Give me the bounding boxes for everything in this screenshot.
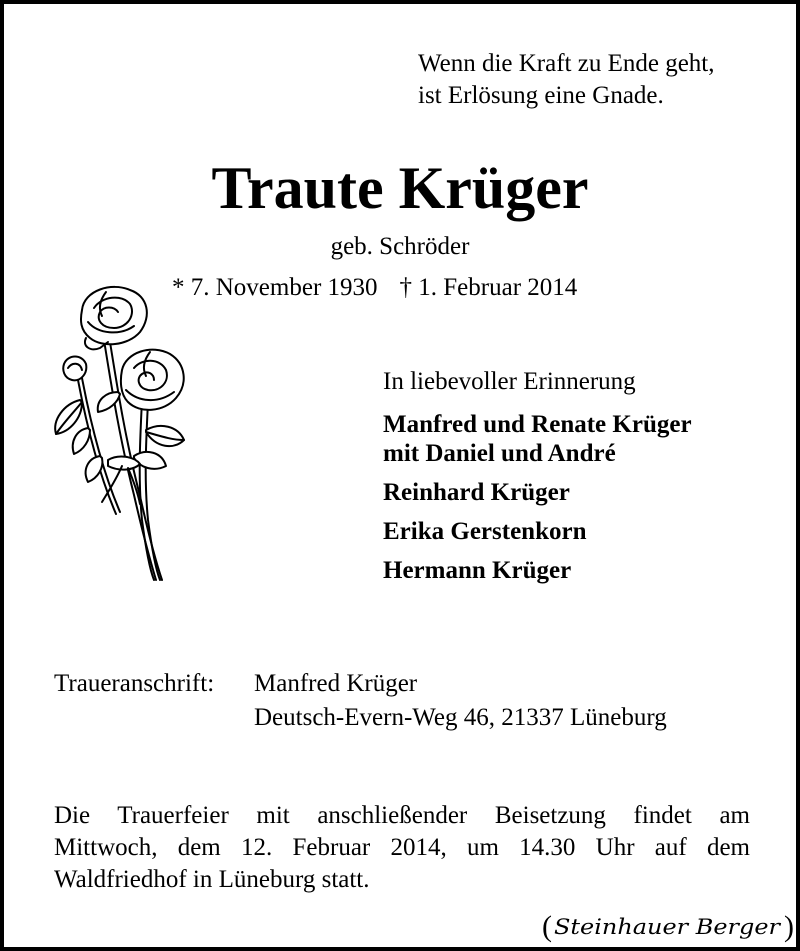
memory-line: In liebevoller Erinnerung — [383, 368, 636, 395]
address-name: Manfred Krüger — [254, 670, 418, 697]
mourner-name: Manfred und Renate Krüger — [383, 411, 692, 438]
svg-text:Steinhauer Berger: Steinhauer Berger — [554, 915, 783, 939]
poem-quote — [418, 48, 714, 112]
mourner-name: Hermann Krüger — [383, 557, 572, 584]
stonemason-signature — [540, 904, 796, 948]
service-line-3: Waldfriedhof in Lüneburg statt. — [54, 866, 370, 893]
service-line-2: Mittwoch, dem 12. Februar 2014, um 14.30 Uhr auf dem — [54, 834, 750, 861]
maiden-name: geb. Schröder — [330, 233, 470, 260]
birth-date: * 7. November 1930 — [172, 274, 378, 301]
mourner-name: mit Daniel und André — [383, 440, 616, 467]
rose-illustration-icon — [42, 280, 192, 585]
funeral-service-text — [54, 800, 750, 896]
address-street: Deutsch-Evern-Weg 46, 21337 Lüneburg — [254, 704, 667, 731]
mourner-name: Reinhard Krüger — [383, 479, 570, 506]
svg-text:): ) — [784, 910, 794, 943]
death-date: † 1. Februar 2014 — [399, 274, 578, 301]
address-label: Traueranschrift: — [54, 670, 215, 697]
quote-line-2: ist Erlösung eine Gnade. — [418, 82, 664, 109]
mourners-list — [383, 410, 692, 585]
quote-line-1: Wenn die Kraft zu Ende geht, — [418, 50, 715, 77]
mourner-name: Erika Gerstenkorn — [383, 518, 587, 545]
life-dates — [172, 272, 577, 304]
svg-text:(: ( — [542, 910, 552, 943]
service-line-1: Die Trauerfeier mit anschließender Beisetzung findet am — [54, 802, 750, 829]
deceased-name: Traute Krüger — [211, 155, 589, 221]
